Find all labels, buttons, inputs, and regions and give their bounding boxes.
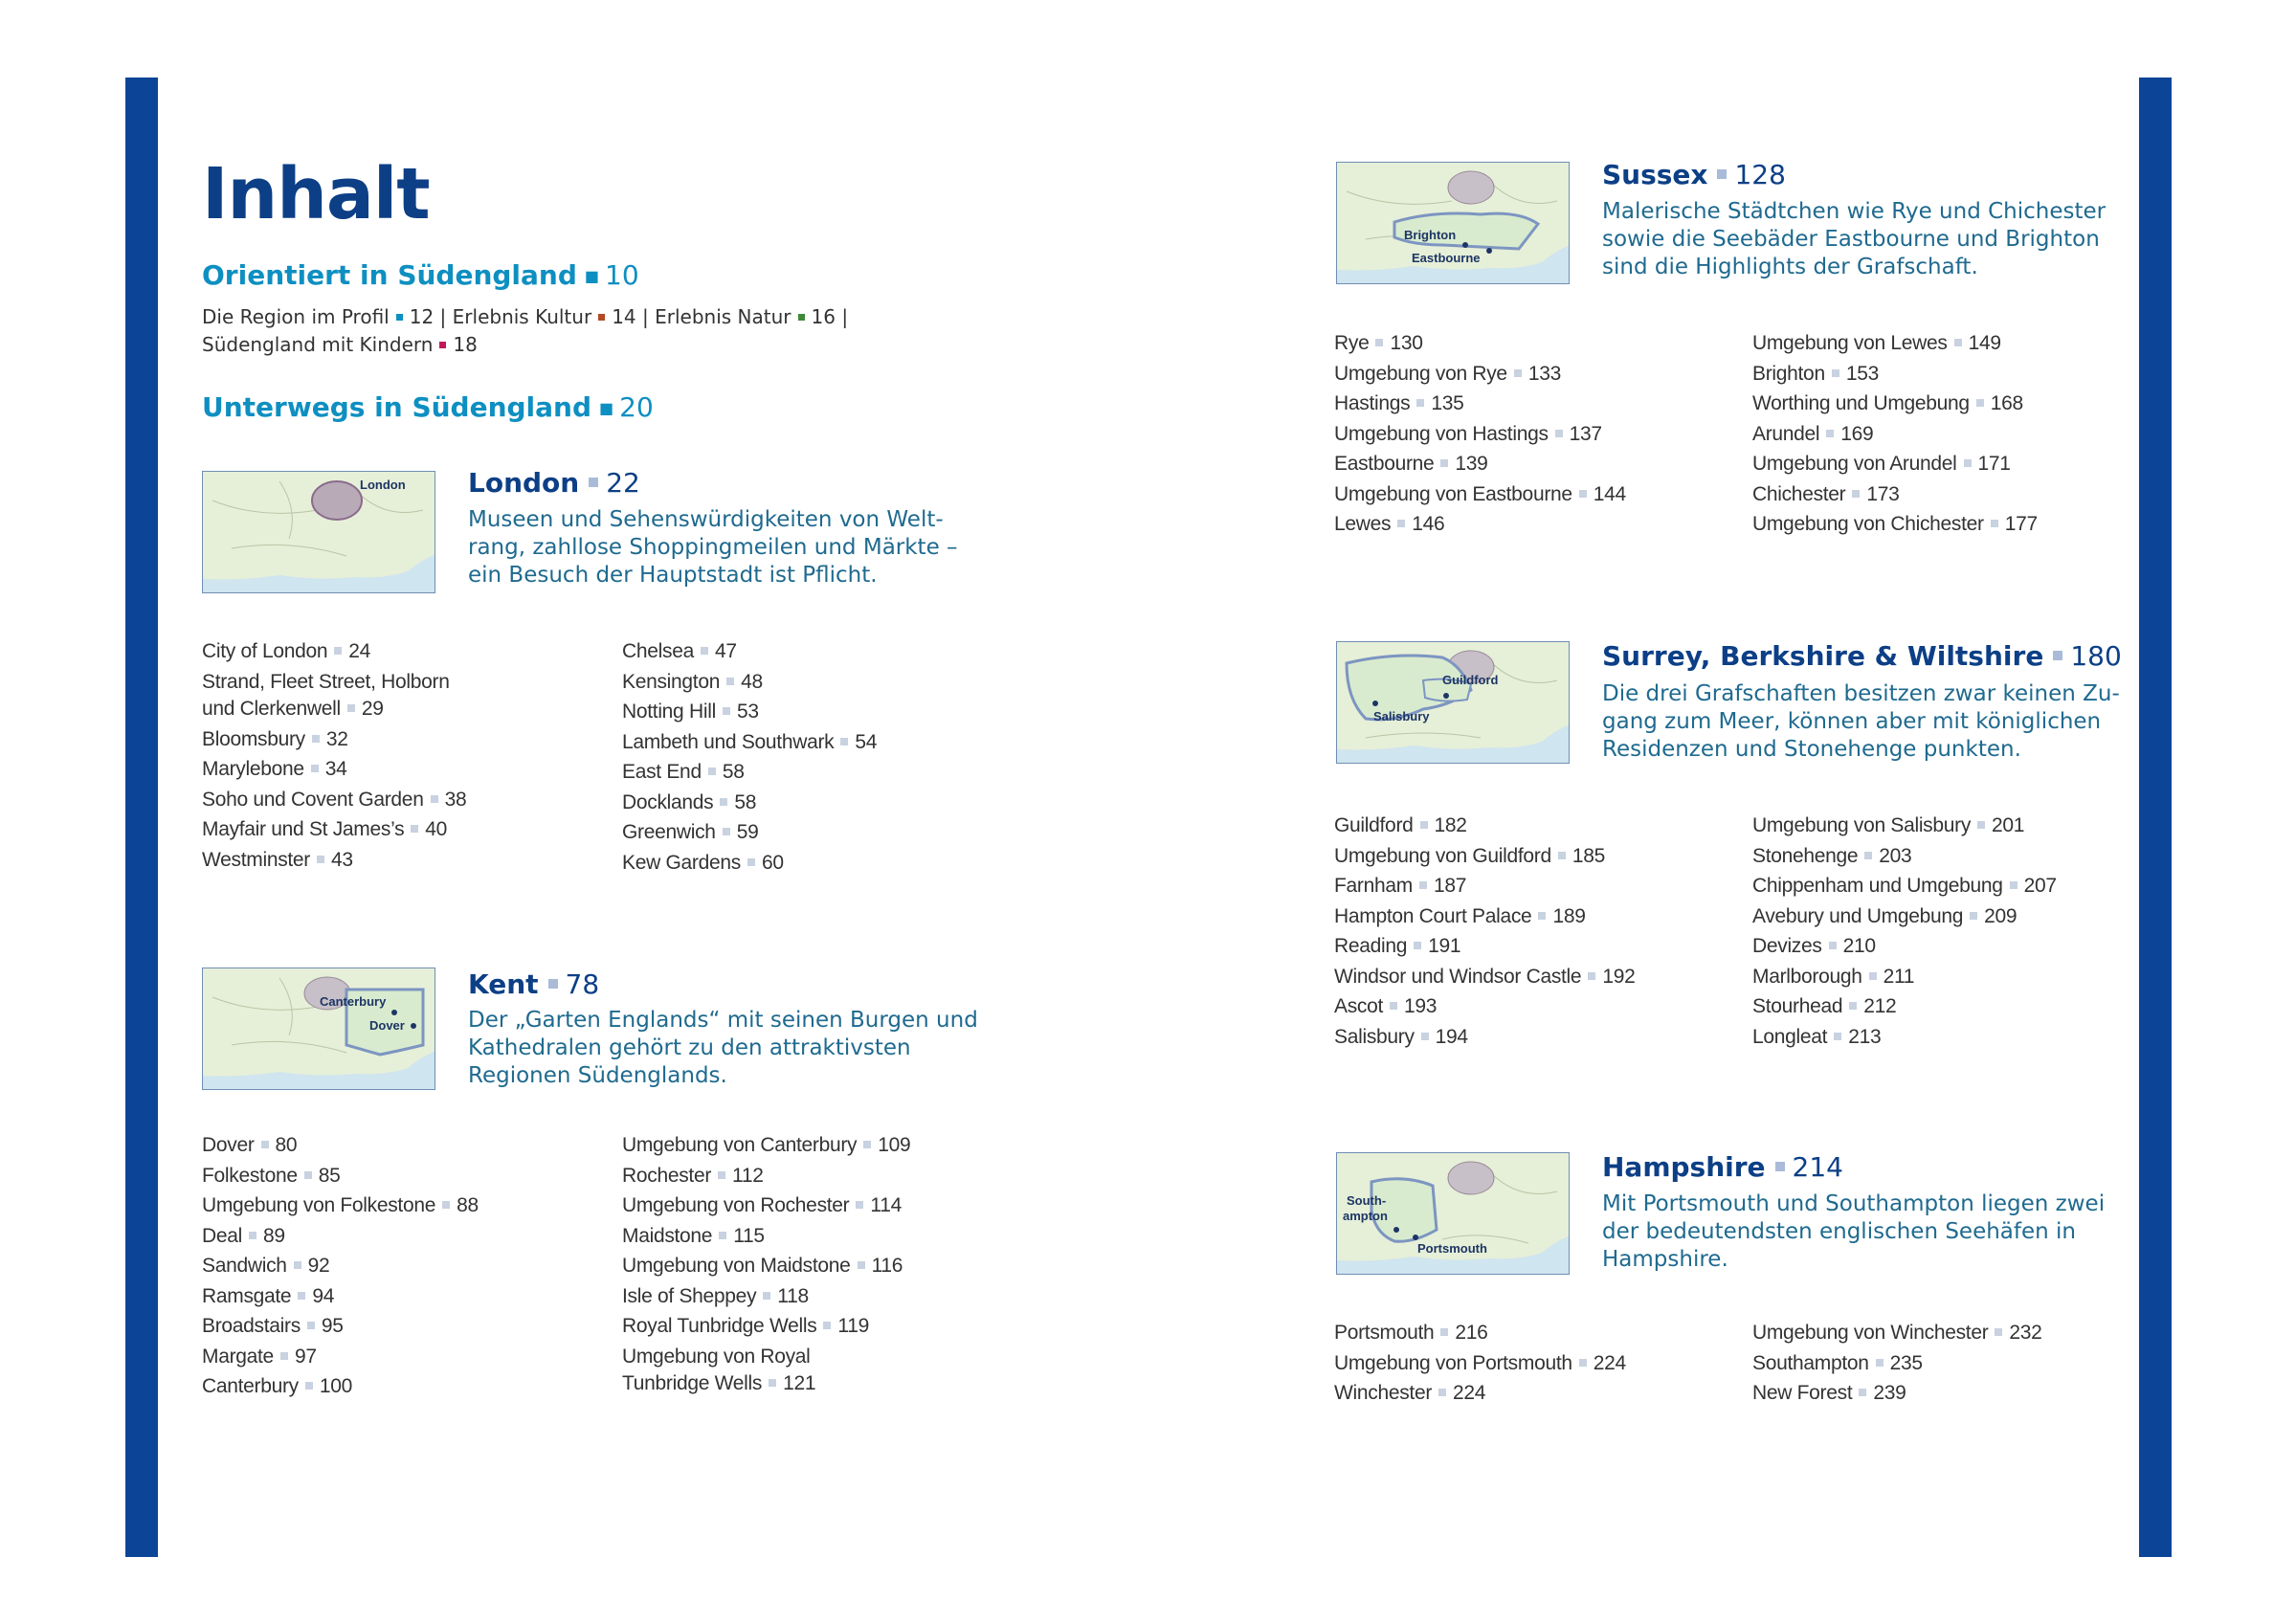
list-item[interactable]: Stonehenge 203 [1752, 844, 1912, 867]
list-item[interactable]: Chichester 173 [1752, 482, 1900, 505]
list-item[interactable]: Marylebone 34 [202, 758, 347, 780]
list-item[interactable]: Windsor und Windsor Castle 192 [1334, 965, 1636, 988]
section-orientiert-page: 10 [605, 259, 639, 291]
region-title-kent[interactable]: Kent 78 [468, 968, 600, 1000]
list-item[interactable]: Westminster 43 [202, 848, 353, 871]
list-item[interactable]: Worthing und Umgebung 168 [1752, 392, 2023, 414]
list-item[interactable]: Umgebung von Folkestone 88 [202, 1194, 479, 1216]
left-page-edge-bar [125, 78, 158, 1557]
region-desc-surrey: Die drei Grafschaften besitzen zwar keinen Zu- gang zum Meer, können aber mit königlichen Residenzen und Stonehenge punkten. [1602, 681, 2120, 762]
section-orientiert[interactable] [202, 259, 639, 291]
list-item[interactable]: Arundel 169 [1752, 422, 1874, 445]
map-label-eastbourne: Eastbourne [1412, 251, 1481, 265]
list-item[interactable]: Avebury und Umgebung 209 [1752, 904, 2017, 927]
region-title-hampshire[interactable]: Hampshire 214 [1602, 1151, 1843, 1183]
list-item[interactable]: Devizes 210 [1752, 935, 1876, 957]
section-orientiert-label: Orientiert in Südengland [202, 259, 577, 291]
intro-item[interactable]: Südengland mit Kindern 18 [202, 333, 478, 356]
list-item[interactable]: Marlborough 211 [1752, 965, 1915, 988]
list-item[interactable]: Umgebung von Maidstone 116 [622, 1255, 903, 1277]
sussex-region-map [1336, 162, 1570, 284]
surrey-region-map [1336, 641, 1570, 764]
region-desc-kent: Der „Garten Englands“ mit seinen Burgen und Kathedralen gehört zu den attraktivsten Regionen Südenglands. [468, 1008, 978, 1088]
list-item[interactable]: Winchester 224 [1334, 1382, 1486, 1404]
list-item[interactable]: Chelsea 47 [622, 640, 737, 662]
list-item[interactable]: East End 58 [622, 761, 745, 783]
region-title-surrey[interactable]: Surrey, Berkshire & Wiltshire 180 [1602, 640, 2122, 672]
list-item[interactable]: Broadstairs 95 [202, 1315, 344, 1337]
list-item[interactable]: Brighton 153 [1752, 362, 1879, 385]
list-item[interactable]: Umgebung von Rye 133 [1334, 362, 1561, 385]
list-item[interactable]: Bloomsbury 32 [202, 727, 348, 750]
orientiert-subitems: Die Region im Profil 12 | Erlebnis Kultur 14 | Erlebnis Natur 16 | Südengland mit Kindern 18 [202, 305, 849, 356]
sussex-list-left [1334, 328, 1736, 540]
kent-list-right [622, 1130, 1024, 1399]
square-bullet-icon [598, 314, 605, 321]
region-title-sussex[interactable]: Sussex 128 [1602, 159, 1786, 190]
map-label-salisbury: Salisbury [1373, 709, 1430, 723]
list-item[interactable]: Royal Tunbridge Wells 119 [622, 1315, 870, 1337]
list-item[interactable]: Greenwich 59 [622, 821, 759, 843]
list-item[interactable]: Deal 89 [202, 1224, 285, 1247]
map-label-portsmouth: Portsmouth [1417, 1241, 1487, 1256]
list-item[interactable]: Umgebung von Chichester 177 [1752, 513, 2038, 535]
list-item[interactable]: Kew Gardens 60 [622, 851, 784, 874]
list-item[interactable]: Hastings 135 [1334, 392, 1464, 414]
list-item[interactable]: Strand, Fleet Street, Holborn und Clerkenwell 29 [202, 670, 450, 720]
map-label-canterbury: Canterbury [320, 994, 387, 1009]
london-list-right [622, 636, 1024, 878]
kent-list-left [202, 1130, 604, 1402]
list-item[interactable]: New Forest 239 [1752, 1382, 1906, 1404]
map-label-guildford: Guildford [1442, 673, 1499, 687]
hampshire-list-right [1752, 1318, 2154, 1409]
region-desc-london: Museen und Sehenswürdigkeiten von Welt- rang, zahllose Shoppingmeilen und Märkte – ein Besuch der Hauptstadt ist Pflicht. [468, 507, 958, 588]
list-item[interactable]: Folkestone 85 [202, 1164, 341, 1187]
list-item[interactable]: Lewes 146 [1334, 513, 1445, 535]
region-desc-hampshire: Mit Portsmouth und Southampton liegen zwei der bedeutendsten englischen Seehäfen in Hampshire. [1602, 1191, 2106, 1272]
list-item[interactable]: Maidstone 115 [622, 1224, 765, 1247]
map-label-brighton: Brighton [1404, 228, 1457, 242]
section-unterwegs-page: 20 [619, 391, 654, 423]
section-unterwegs[interactable] [202, 391, 654, 423]
list-item[interactable]: Umgebung von Hastings 137 [1334, 422, 1602, 445]
intro-item[interactable]: Erlebnis Natur 16 [655, 305, 836, 328]
square-bullet-icon [396, 314, 403, 321]
hampshire-region-map [1336, 1152, 1570, 1275]
list-item[interactable]: Umgebung von Portsmouth 224 [1334, 1351, 1626, 1374]
list-item[interactable]: Kensington 48 [622, 670, 763, 693]
map-label-dover: Dover [369, 1018, 405, 1033]
region-title-london[interactable]: London 22 [468, 467, 640, 499]
london-region-map [202, 471, 435, 593]
list-item[interactable]: Ramsgate 94 [202, 1284, 335, 1307]
list-item[interactable]: Stourhead 212 [1752, 995, 1897, 1017]
list-item[interactable]: Soho und Covent Garden 38 [202, 788, 467, 811]
list-item[interactable]: Canterbury 100 [202, 1375, 353, 1397]
list-item[interactable]: Chippenham und Umgebung 207 [1752, 875, 2057, 897]
list-item[interactable]: Docklands 58 [622, 790, 757, 813]
list-item[interactable]: Salisbury 194 [1334, 1025, 1468, 1048]
square-bullet-icon [439, 342, 446, 348]
list-item[interactable]: Longleat 213 [1752, 1025, 1882, 1048]
list-item[interactable]: Farnham 187 [1334, 875, 1467, 897]
kent-region-map [202, 968, 435, 1090]
square-bullet-icon [548, 979, 558, 989]
square-bullet-icon: ■ [599, 399, 614, 417]
list-item[interactable]: Umgebung von Royal Tunbridge Wells 121 [622, 1345, 816, 1394]
list-item[interactable]: Lambeth und Southwark 54 [622, 730, 878, 753]
list-item[interactable]: Umgebung von Rochester 114 [622, 1194, 902, 1216]
list-item[interactable]: Notting Hill 53 [622, 701, 759, 723]
list-item[interactable]: Hampton Court Palace 189 [1334, 904, 1586, 927]
list-item[interactable]: Umgebung von Eastbourne 144 [1334, 482, 1626, 505]
square-bullet-icon [1775, 1162, 1785, 1171]
list-item[interactable]: Umgebung von Canterbury 109 [622, 1134, 911, 1156]
list-item[interactable]: Umgebung von Salisbury 201 [1752, 814, 2025, 836]
list-item[interactable]: Rochester 112 [622, 1164, 764, 1187]
list-item[interactable]: Umgebung von Guildford 185 [1334, 844, 1606, 867]
map-label-southampton-2: ampton [1343, 1209, 1388, 1223]
list-item[interactable]: Portsmouth 216 [1334, 1322, 1488, 1344]
list-item[interactable]: Umgebung von Arundel 171 [1752, 453, 2011, 475]
list-item[interactable]: Southampton 235 [1752, 1351, 1923, 1374]
list-item[interactable]: Umgebung von Lewes 149 [1752, 332, 2001, 354]
list-item[interactable]: Guildford 182 [1334, 814, 1467, 836]
map-label-london: London [360, 478, 406, 492]
section-unterwegs-label: Unterwegs in Südengland [202, 391, 592, 423]
sussex-list-right [1752, 328, 2154, 540]
list-item[interactable]: Sandwich 92 [202, 1255, 330, 1277]
list-item[interactable]: Umgebung von Winchester 232 [1752, 1322, 2042, 1344]
hampshire-list-left [1334, 1318, 1736, 1409]
intro-item[interactable]: Die Region im Profil 12 [202, 305, 435, 328]
surrey-list-right [1752, 811, 2154, 1052]
list-item[interactable]: Dover 80 [202, 1134, 298, 1156]
list-item[interactable]: Reading 191 [1334, 935, 1461, 957]
surrey-list-left [1334, 811, 1736, 1052]
list-item[interactable]: Margate 97 [202, 1345, 317, 1368]
square-bullet-icon: ■ [584, 267, 600, 285]
london-list-left [202, 636, 604, 875]
list-item[interactable]: City of London 24 [202, 640, 370, 662]
list-item[interactable]: Rye 130 [1334, 332, 1423, 354]
square-bullet-icon [798, 314, 805, 321]
list-item[interactable]: Isle of Sheppey 118 [622, 1284, 809, 1307]
square-bullet-icon [1717, 169, 1727, 179]
square-bullet-icon [589, 478, 598, 487]
region-desc-sussex: Malerische Städtchen wie Rye und Chichester sowie die Seebäder Eastbourne und Brighton sind die Highlights der Grafschaft. [1602, 199, 2107, 279]
list-item[interactable]: Eastbourne 139 [1334, 453, 1488, 475]
intro-item[interactable]: Erlebnis Kultur 14 [452, 305, 636, 328]
list-item[interactable]: Mayfair und St James’s 40 [202, 818, 448, 840]
map-label-southampton-1: South- [1347, 1193, 1387, 1208]
square-bullet-icon [2053, 651, 2062, 660]
list-item[interactable]: Ascot 193 [1334, 995, 1438, 1017]
page-title: Inhalt [202, 153, 430, 235]
